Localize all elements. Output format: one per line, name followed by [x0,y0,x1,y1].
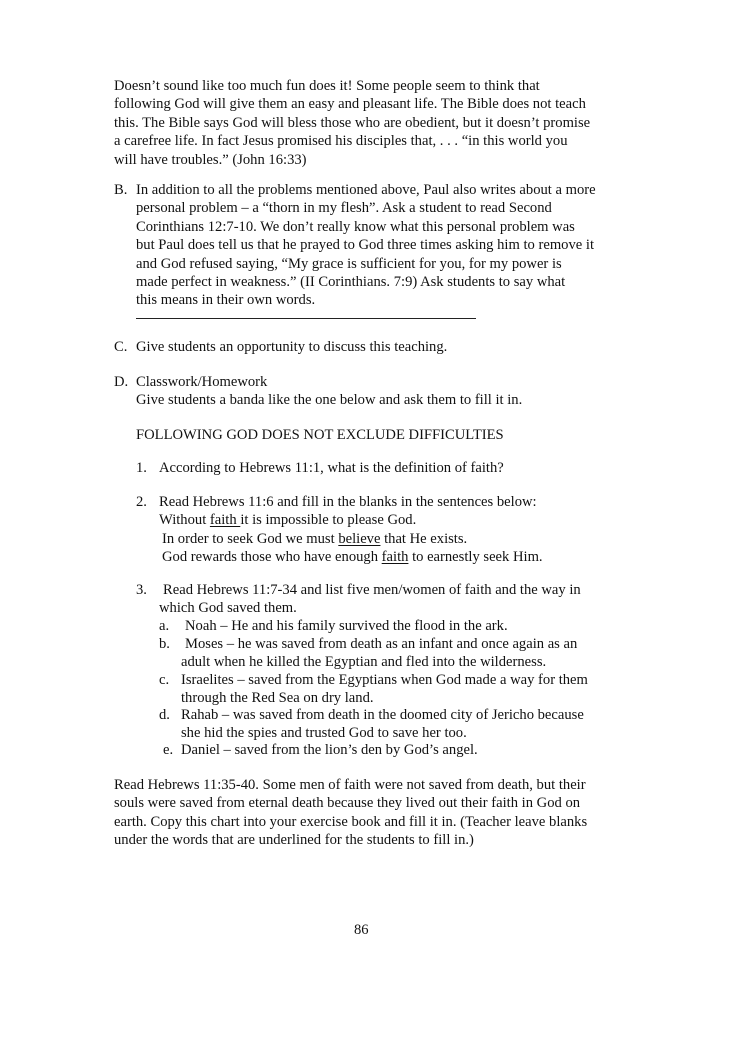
text-line: Rahab – was saved from death in the doomed city of Jericho because [181,707,584,723]
list-item-c [181,671,588,708]
text-line: and God refused saying, “My grace is sufficient for you, for my power is [136,255,562,272]
closing-paragraph [114,776,587,850]
sentence-text: In order to seek God we must [162,530,339,547]
list-item-e: Daniel – saved from the lion’s den by God’s angel. [181,742,478,758]
text-line: Read Hebrews 11:35-40. Some men of faith were not saved from death, but their [114,777,586,793]
question-1-text: According to Hebrews 11:1, what is the definition of faith? [159,460,504,476]
underlined-blank: faith [209,512,241,529]
section-c-text: Give students an opportunity to discuss this teaching. [136,339,448,355]
list-item-b [181,635,577,672]
text-line: In addition to all the problems mentioned above, Paul also writes about a more [136,182,596,198]
question-3-body [159,581,581,618]
text-line: personal problem – a “thorn in my flesh”. Ask a student to read Second [136,200,552,217]
sentence-text: to earnestly seek Him. [408,549,543,566]
section-d-instruction: Give students a banda like the one below and ask them to fill it in. [136,392,523,409]
section-d-heading: Classwork/Homework [136,374,268,390]
text-line: but Paul does tell us that he prayed to God three times asking him to remove it [136,237,594,254]
list-item-marker: b. [159,636,170,652]
question-3-number: 3. [136,582,147,598]
fill-sentence-1 [159,511,543,529]
fill-sentence-3 [159,548,543,566]
intro-paragraph [114,77,590,169]
text-line: made perfect in weakness.” (II Corinthians. 7:9) Ask students to say what [136,273,566,290]
list-item-marker: e. [163,742,174,758]
text-line: earth. Copy this chart into your exercise book and fill it in. (Teacher leave blanks [114,813,588,830]
section-c-marker: C. [114,339,128,355]
question-2-text: Read Hebrews 11:6 and fill in the blanks in the sentences below: [159,494,537,510]
text-line: Doesn’t sound like too much fun does it! Some people seem to think that [114,78,540,94]
section-b-marker: B. [114,182,128,198]
list-item-a: Noah – He and his family survived the flood in the ark. [185,618,508,634]
text-line: through the Red Sea on dry land. [181,690,374,707]
section-d-marker: D. [114,374,129,390]
text-line: a carefree life. In fact Jesus promised his disciples that, . . . “in this world you [114,133,568,150]
question-1-number: 1. [136,460,147,476]
fill-sentence-2 [159,530,543,548]
text-line: she hid the spies and trusted God to save her too. [181,725,467,742]
answer-line [136,318,476,319]
worksheet-title: FOLLOWING GOD DOES NOT EXCLUDE DIFFICULTIES [136,427,504,443]
text-line: following God will give them an easy and pleasant life. The Bible does not teach [114,96,586,113]
question-3-text: Read Hebrews 11:7-34 and list five men/women of faith and the way in [163,582,581,598]
text-line: under the words that are underlined for the students to fill in.) [114,832,474,849]
text-line: will have troubles.” (John 16:33) [114,151,307,168]
list-item-marker: d. [159,707,170,723]
text-line: this means in their own words. [136,292,316,309]
sentence-text: God rewards those who have enough [162,549,382,566]
section-d-header [136,373,522,410]
list-item-marker: a. [159,618,170,634]
question-2-body [159,493,543,567]
underlined-blank: faith [381,549,409,566]
underlined-blank: believe [338,530,381,547]
sentence-text: Without [159,512,210,529]
text-line: Israelites – saved from the Egyptians when God made a way for them [181,672,588,688]
text-line: Corinthians 12:7-10. We don’t really know what this personal problem was [136,218,575,235]
question-2-number: 2. [136,494,147,510]
page-number: 86 [354,922,369,938]
text-line: Moses – he was saved from death as an infant and once again as an [185,636,578,652]
list-item-d [181,706,584,743]
sentence-text: that He exists. [380,530,468,547]
text-line: this. The Bible says God will bless those who are obedient, but it doesn’t promise [114,114,591,131]
list-item-marker: c. [159,672,170,688]
text-line: adult when he killed the Egyptian and fled into the wilderness. [181,654,547,671]
section-b-paragraph [136,181,596,310]
sentence-text: it is impossible to please God. [240,512,417,529]
question-3-text: which God saved them. [159,600,297,617]
text-line: souls were saved from eternal death because they lived out their faith in God on [114,795,581,812]
